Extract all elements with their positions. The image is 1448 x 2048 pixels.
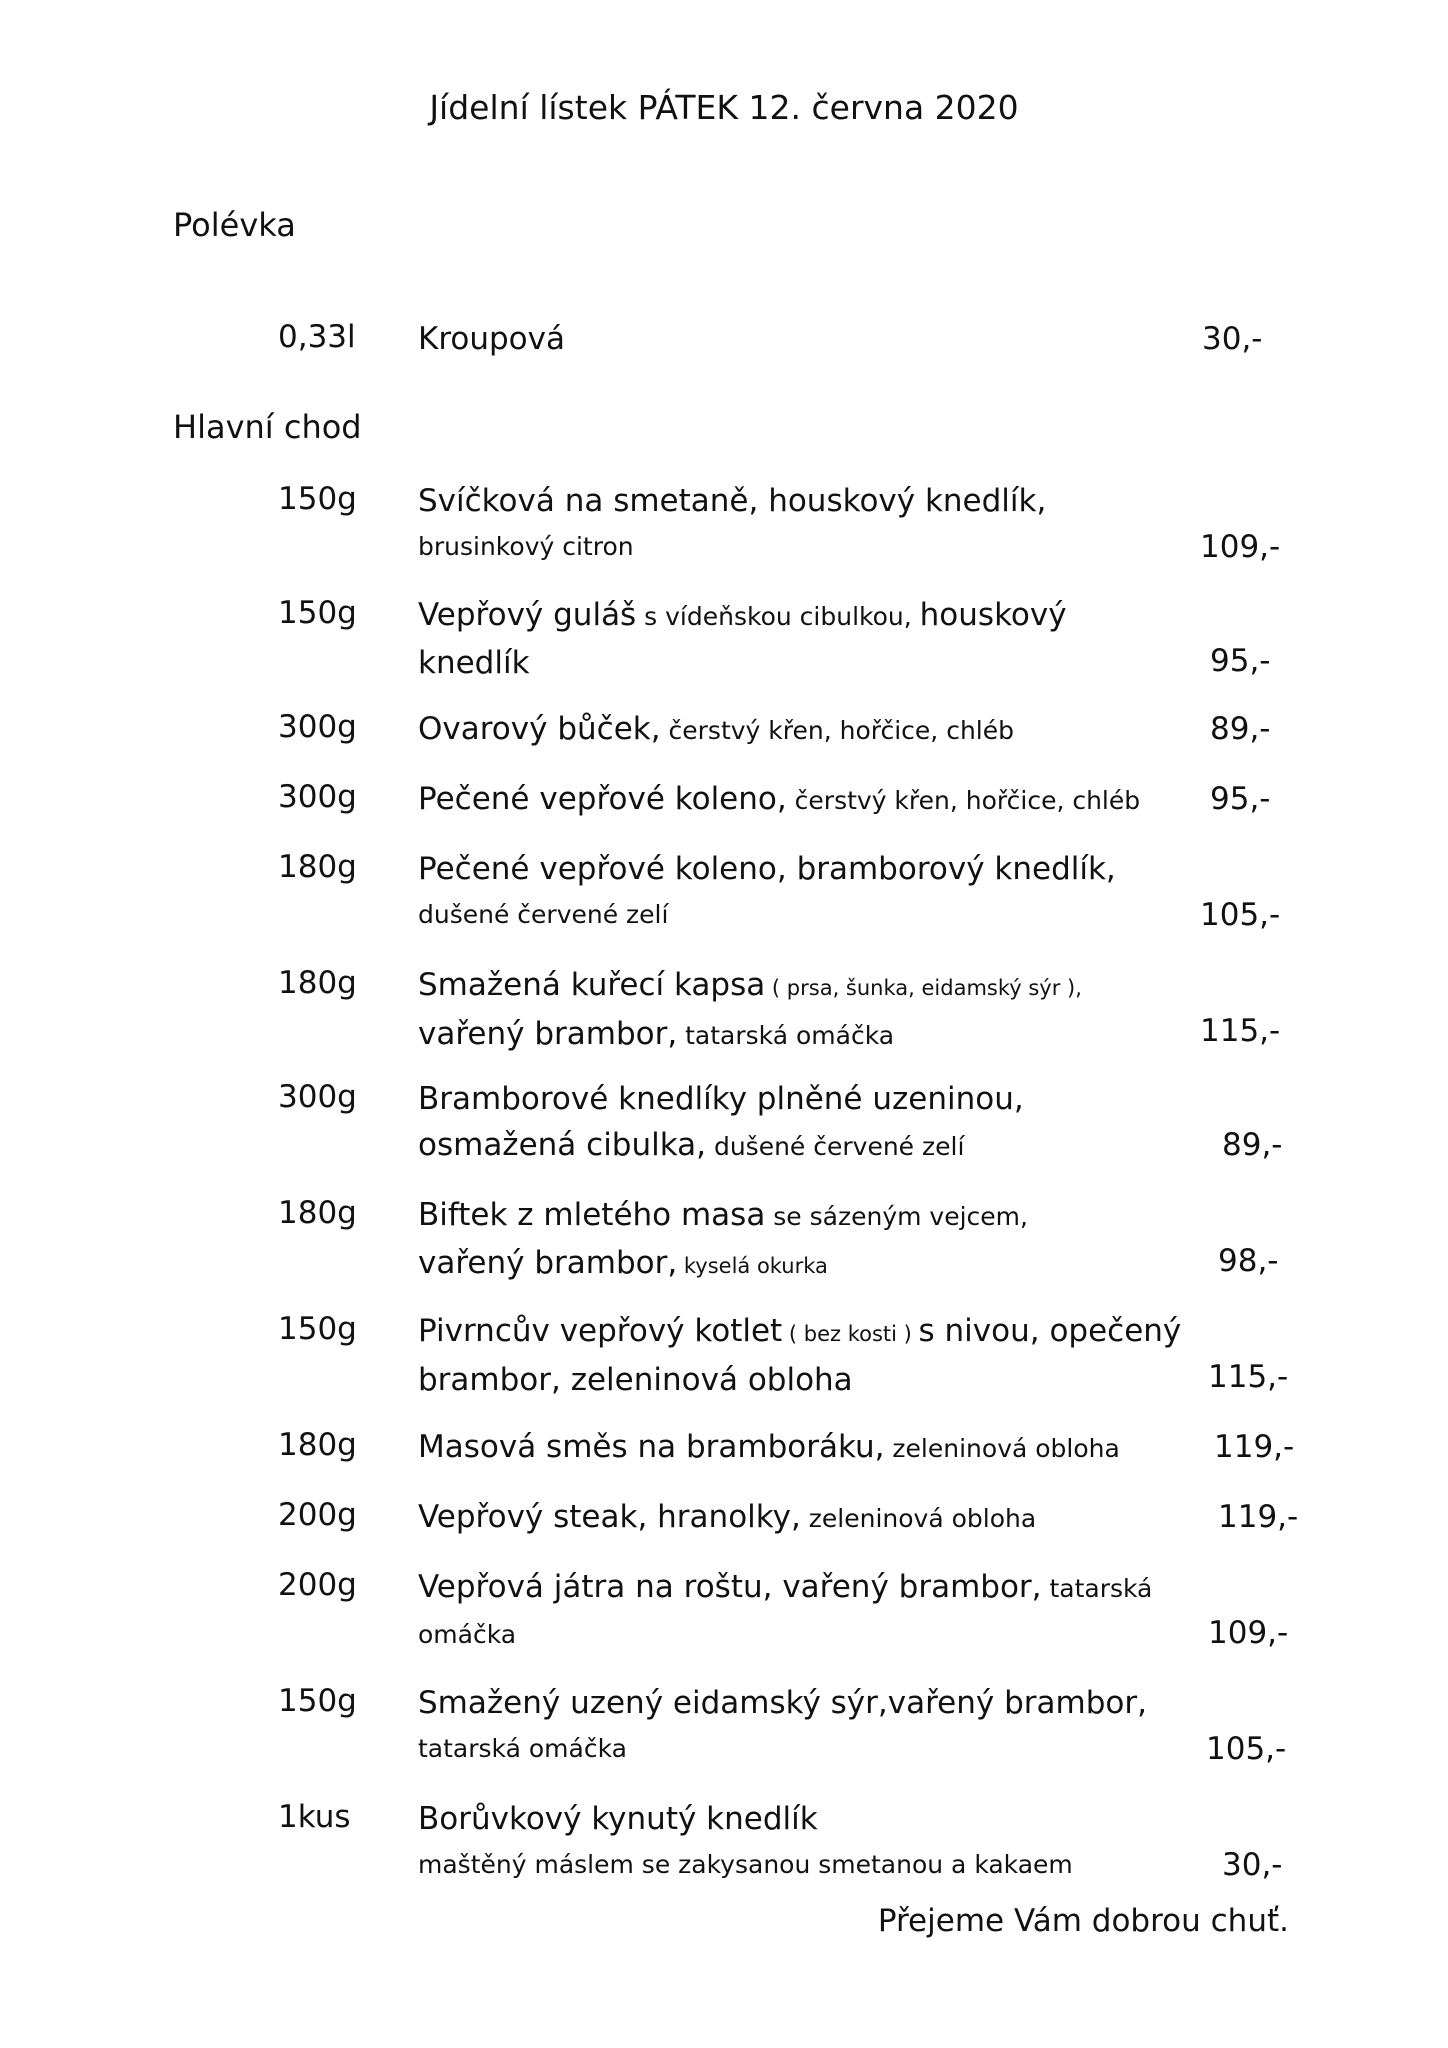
dish-description	[418, 706, 1198, 754]
dish-main: vařený brambor,	[418, 1245, 678, 1281]
dish-description	[418, 1680, 1198, 1772]
dish-price: 119,-	[1218, 1499, 1299, 1535]
portion-size: 300g	[278, 1079, 357, 1115]
portion-size: 180g	[278, 1427, 357, 1463]
section-heading-soup: Polévka	[173, 206, 296, 244]
dish-name	[418, 592, 1198, 640]
dish-name	[418, 1564, 1198, 1612]
dish-side-small: zeleninová obloha	[800, 1504, 1037, 1533]
dish-side: maštěný máslem se zakysanou smetanou a kakaem	[418, 1850, 1073, 1879]
dish-main: Pečené vepřové koleno,	[418, 781, 787, 817]
section-heading-main: Hlavní chod	[173, 408, 362, 446]
portion-size: 150g	[278, 481, 357, 517]
dish-side: čerstvý křen, hořčice, chléb	[786, 786, 1141, 815]
dish-main: Vepřový guláš	[418, 597, 637, 633]
dish-side-small: tatarská omáčka	[677, 1021, 895, 1050]
dish-side: tatarská omáčka	[418, 1734, 627, 1763]
closing-greeting: Přejeme Vám dobrou chuť.	[877, 1903, 1289, 1939]
dish-name	[418, 1308, 1198, 1357]
dish-price: 95,-	[1210, 643, 1271, 679]
dish-price: 105,-	[1206, 1731, 1287, 1767]
dish-description	[418, 1494, 1198, 1542]
dish-description	[418, 478, 1198, 570]
dish-name-cont: knedlík	[418, 645, 530, 681]
dish-side	[418, 1122, 1198, 1170]
portion-size: 200g	[278, 1567, 357, 1603]
dish-main: houskový	[919, 597, 1067, 633]
portion-size: 0,33l	[278, 319, 356, 355]
dish-name	[418, 962, 1198, 1011]
dish-name-cont: brambor, zeleninová obloha	[418, 1362, 853, 1398]
dish-side: omáčka	[418, 1620, 517, 1649]
dish-price: 119,-	[1214, 1429, 1295, 1465]
dish-side-small: tatarská	[1041, 1574, 1153, 1603]
dish-name	[418, 1424, 1198, 1472]
dish-name: Borůvkový kynutý knedlík	[418, 1801, 818, 1837]
dish-price: 109,-	[1208, 1615, 1289, 1651]
dish-price: 30,-	[1202, 321, 1263, 357]
dish-main: Masová směs na bramboráku,	[418, 1429, 885, 1465]
dish-price: 98,-	[1218, 1243, 1279, 1279]
dish-price: 89,-	[1210, 711, 1271, 747]
dish-price: 115,-	[1208, 1359, 1289, 1395]
dish-main: Vepřový steak, hranolky,	[418, 1499, 801, 1535]
dish-side: čerstvý křen, hořčice, chléb	[660, 716, 1014, 745]
dish-price: 30,-	[1222, 1847, 1283, 1883]
dish-name	[418, 706, 1198, 754]
dish-price: 95,-	[1210, 781, 1271, 817]
dish-name: Svíčková na smetaně, houskový knedlík,	[418, 483, 1047, 519]
dish-main: Smažená kuřecí kapsa	[418, 967, 766, 1003]
portion-size: 300g	[278, 709, 357, 745]
dish-description	[418, 1564, 1198, 1658]
dish-main: osmažená cibulka,	[418, 1127, 707, 1163]
dish-side: brusinkový citron	[418, 532, 634, 561]
portion-size: 300g	[278, 779, 357, 815]
dish-side-small: kyselá okurka	[677, 1254, 828, 1278]
dish-main: vařený brambor,	[418, 1016, 678, 1052]
dish-name	[418, 1494, 1198, 1542]
dish-price: 115,-	[1200, 1013, 1281, 1049]
dish-price: 109,-	[1200, 529, 1281, 565]
dish-price: 89,-	[1222, 1127, 1283, 1163]
dish-main: s nivou, opečený	[918, 1313, 1182, 1349]
dish-description	[418, 1308, 1198, 1403]
portion-size: 180g	[278, 1195, 357, 1231]
dish-description	[418, 776, 1198, 824]
dish-description	[418, 1796, 1198, 1888]
portion-size: 180g	[278, 965, 357, 1001]
dish-main: Pivrncův vepřový kotlet	[418, 1313, 783, 1349]
dish-name: Smažený uzený eidamský sýr,vařený brambor,	[418, 1685, 1147, 1721]
portion-size: 150g	[278, 595, 357, 631]
dish-description	[418, 962, 1198, 1059]
dish-description	[418, 1192, 1198, 1289]
dish-name	[418, 776, 1198, 824]
dish-side	[418, 1011, 1198, 1059]
dish-main: Biftek z mletého masa	[418, 1197, 766, 1233]
dish-description	[418, 1424, 1198, 1472]
portion-size: 150g	[278, 1311, 357, 1347]
portion-size: 150g	[278, 1683, 357, 1719]
dish-name	[418, 1192, 1198, 1240]
dish-description	[418, 316, 1198, 362]
portion-size: 180g	[278, 849, 357, 885]
dish-side-small: zeleninová obloha	[884, 1434, 1120, 1463]
dish-side-small: se sázeným vejcem,	[765, 1202, 1028, 1231]
dish-main: Vepřová játra na roštu, vařený brambor,	[418, 1569, 1042, 1605]
dish-name: Pečené vepřové koleno, bramborový knedlík,	[418, 851, 1116, 887]
portion-size: 200g	[278, 1497, 357, 1533]
dish-price: 105,-	[1200, 897, 1281, 933]
dish-side-small: dušené červené zelí	[706, 1132, 965, 1161]
dish-name: Kroupová	[418, 321, 565, 357]
dish-description	[418, 1076, 1198, 1170]
portion-size: 1kus	[278, 1799, 351, 1835]
dish-description	[418, 846, 1198, 938]
dish-side	[418, 1240, 1198, 1289]
page-title: Jídelní lístek PÁTEK 12. června 2020	[429, 88, 1019, 127]
dish-side: s vídeňskou cibulkou,	[636, 602, 920, 631]
dish-description	[418, 592, 1198, 686]
dish-name: Bramborové knedlíky plněné uzeninou,	[418, 1081, 1024, 1117]
dish-side: dušené červené zelí	[418, 900, 669, 929]
dish-note: ( bez kosti )	[782, 1322, 919, 1346]
dish-main: Ovarový bůček,	[418, 711, 661, 747]
dish-note: ( prsa, šunka, eidamský sýr ),	[765, 976, 1082, 1000]
